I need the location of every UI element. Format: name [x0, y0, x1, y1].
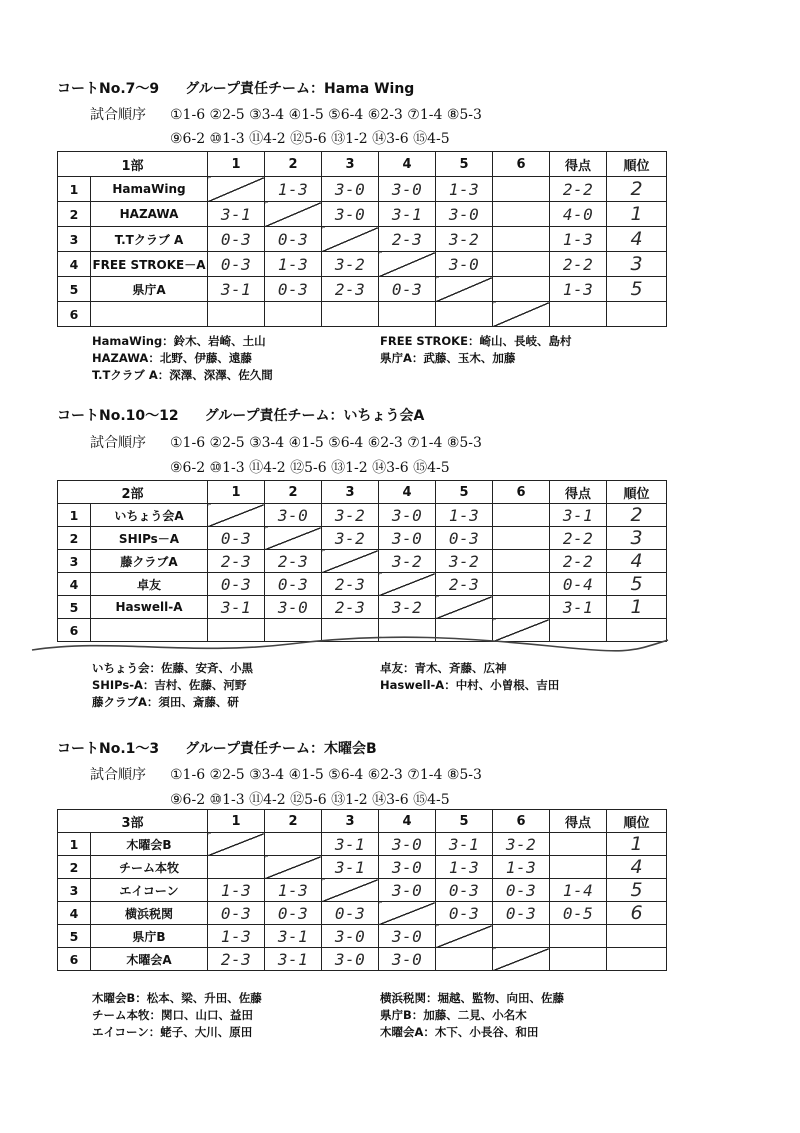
match-score: 0-3 [265, 573, 322, 596]
match-score: 3-0 [265, 596, 322, 619]
match-score: 2-3 [379, 227, 436, 252]
match-score [493, 202, 550, 227]
points-cell: 3-1 [550, 504, 607, 527]
column-header: 4 [379, 152, 436, 177]
team-number: 6 [58, 302, 91, 327]
rank-cell: 4 [607, 856, 667, 879]
order-label: 試合順序 [90, 767, 146, 783]
match-score: 3-2 [379, 596, 436, 619]
match-score: 3-2 [436, 227, 493, 252]
column-header: 3 [322, 152, 379, 177]
match-score: 2-3 [322, 277, 379, 302]
strike-line [30, 630, 670, 658]
member-line: いちょう会：佐藤、安斉、小黒 [92, 661, 253, 675]
column-header: 4 [379, 810, 436, 833]
match-score: 3-1 [322, 856, 379, 879]
member-line: 木曜会A：木下、小長谷、和田 [380, 1025, 539, 1039]
team-number: 5 [58, 596, 91, 619]
match-score: 3-0 [379, 527, 436, 550]
member-line: T.Tクラブ A：深澤、深澤、佐久間 [92, 368, 273, 382]
points-cell: 2-2 [550, 527, 607, 550]
members-left [92, 660, 253, 711]
team-row [58, 856, 667, 879]
rank-cell: 5 [607, 277, 667, 302]
match-score: 2-3 [265, 550, 322, 573]
member-line: HamaWing：鈴木、岩崎、土山 [92, 334, 266, 348]
team-name: 藤クラブA [91, 550, 208, 573]
match-score [493, 277, 550, 302]
team-number: 3 [58, 879, 91, 902]
team-name: 木曜会B [91, 833, 208, 856]
match-score [322, 302, 379, 327]
diagonal-cell [322, 879, 379, 902]
match-score: 3-2 [322, 252, 379, 277]
team-name: エイコーン [91, 879, 208, 902]
member-line: 横浜税関：堀越、監物、向田、佐藤 [380, 991, 564, 1005]
match-score: 0-3 [322, 902, 379, 925]
diagonal-cell [208, 177, 265, 202]
points-cell: 1-4 [550, 879, 607, 902]
points-cell [550, 833, 607, 856]
points-cell [550, 925, 607, 948]
header-row [58, 810, 667, 833]
points-cell: 0-4 [550, 573, 607, 596]
match-score: 0-3 [265, 277, 322, 302]
column-header: 1 [208, 481, 265, 504]
team-number: 6 [58, 619, 91, 642]
team-number: 2 [58, 856, 91, 879]
match-score: 1-3 [493, 856, 550, 879]
points-cell: 1-3 [550, 227, 607, 252]
column-header: 6 [493, 481, 550, 504]
team-number: 1 [58, 833, 91, 856]
court-label: コートNo.10～12 [57, 408, 179, 424]
diagonal-cell [493, 948, 550, 971]
diagonal-cell [379, 902, 436, 925]
match-score: 0-3 [208, 227, 265, 252]
team-row [58, 596, 667, 619]
team-row [58, 504, 667, 527]
team-number: 5 [58, 277, 91, 302]
match-score: 3-0 [322, 177, 379, 202]
match-score: 0-3 [436, 879, 493, 902]
match-score: 1-3 [265, 252, 322, 277]
rank-header: 順位 [607, 152, 667, 177]
team-number: 6 [58, 948, 91, 971]
match-score: 0-3 [436, 902, 493, 925]
team-row [58, 202, 667, 227]
team-number: 2 [58, 202, 91, 227]
points-header: 得点 [550, 810, 607, 833]
member-line: SHIPs-A：吉村、佐藤、河野 [92, 678, 247, 692]
team-name: SHIPs－A [91, 527, 208, 550]
match-order-line-1 [90, 432, 482, 452]
division-header: 2部 [58, 481, 208, 504]
team-row [58, 227, 667, 252]
member-line: HAZAWA：北野、伊藤、遠藤 [92, 351, 252, 365]
members-right [380, 990, 564, 1041]
column-header: 5 [436, 810, 493, 833]
match-score: 2-3 [322, 573, 379, 596]
match-score: 3-1 [265, 948, 322, 971]
member-line: 卓友：青木、斉藤、広神 [380, 661, 507, 675]
team-number: 4 [58, 573, 91, 596]
match-score: 3-0 [322, 948, 379, 971]
points-cell [550, 302, 607, 327]
member-line: FREE STROKE：崎山、長岐、島村 [380, 334, 572, 348]
rank-cell: 5 [607, 573, 667, 596]
column-header: 5 [436, 481, 493, 504]
order-sequence-2: ⑨6-2 ⑩1-3 ⑪4-2 ⑫5-6 ⑬1-2 ⑭3-6 ⑮4-5 [170, 131, 450, 147]
points-header: 得点 [550, 152, 607, 177]
column-header: 6 [493, 152, 550, 177]
team-name: HAZAWA [91, 202, 208, 227]
points-header: 得点 [550, 481, 607, 504]
points-cell: 3-1 [550, 596, 607, 619]
member-line: チーム本牧：関口、山口、益田 [92, 1008, 253, 1022]
team-number: 4 [58, 902, 91, 925]
order-label: 試合順序 [90, 107, 146, 123]
team-row [58, 573, 667, 596]
diagonal-cell [265, 527, 322, 550]
match-score: 3-0 [436, 202, 493, 227]
column-header: 3 [322, 481, 379, 504]
match-score [493, 596, 550, 619]
team-row [58, 902, 667, 925]
points-cell: 1-3 [550, 277, 607, 302]
members-left [92, 990, 262, 1041]
member-line: 藤クラブA：須田、斎藤、研 [92, 695, 239, 709]
diagonal-cell [379, 573, 436, 596]
match-order-line-2 [170, 457, 450, 477]
court-heading [57, 78, 414, 98]
column-header: 5 [436, 152, 493, 177]
match-score [436, 948, 493, 971]
group-lead-label: グループ責任チーム：Hama Wing [185, 81, 415, 97]
order-sequence-1: ①1-6 ②2-5 ③3-4 ④1-5 ⑤6-4 ⑥2-3 ⑦1-4 ⑧5-3 [170, 767, 482, 783]
match-score: 3-0 [322, 202, 379, 227]
team-name: 木曜会A [91, 948, 208, 971]
team-row [58, 948, 667, 971]
rank-cell: 3 [607, 252, 667, 277]
team-name: 横浜税関 [91, 902, 208, 925]
rank-cell [607, 925, 667, 948]
division-header: 3部 [58, 810, 208, 833]
team-number: 1 [58, 504, 91, 527]
points-cell: 0-5 [550, 902, 607, 925]
diagonal-cell [208, 504, 265, 527]
match-score [208, 302, 265, 327]
diagonal-cell [322, 550, 379, 573]
match-score: 3-1 [322, 833, 379, 856]
points-cell: 2-2 [550, 177, 607, 202]
diagonal-cell [265, 856, 322, 879]
match-score: 0-3 [493, 902, 550, 925]
match-score [208, 856, 265, 879]
match-score: 1-3 [265, 879, 322, 902]
match-score: 0-3 [493, 879, 550, 902]
match-score: 0-3 [379, 277, 436, 302]
match-score: 3-0 [379, 833, 436, 856]
points-cell: 4-0 [550, 202, 607, 227]
match-score: 2-3 [322, 596, 379, 619]
match-score: 1-3 [436, 177, 493, 202]
match-score: 2-3 [208, 550, 265, 573]
team-name: 県庁B [91, 925, 208, 948]
match-score [493, 925, 550, 948]
rank-cell: 3 [607, 527, 667, 550]
column-header: 4 [379, 481, 436, 504]
member-line: Haswell-A：中村、小曽根、吉田 [380, 678, 560, 692]
match-score: 3-2 [322, 527, 379, 550]
league-table-div3 [57, 809, 667, 971]
match-score: 3-0 [379, 879, 436, 902]
rank-cell: 1 [607, 202, 667, 227]
match-score: 3-1 [265, 925, 322, 948]
match-score: 3-1 [208, 596, 265, 619]
league-table-div2 [57, 480, 667, 642]
division-header: 1部 [58, 152, 208, 177]
column-header: 2 [265, 810, 322, 833]
match-score [493, 550, 550, 573]
rank-cell: 5 [607, 879, 667, 902]
match-score: 0-3 [208, 527, 265, 550]
match-order-line-2 [170, 789, 450, 809]
rank-header: 順位 [607, 481, 667, 504]
court-label: コートNo.7～9 [57, 81, 160, 97]
team-number: 4 [58, 252, 91, 277]
court-heading [57, 405, 424, 425]
match-score: 3-0 [265, 504, 322, 527]
column-header: 2 [265, 481, 322, 504]
match-score: 1-3 [436, 504, 493, 527]
team-row [58, 527, 667, 550]
match-score: 3-0 [379, 856, 436, 879]
team-row [58, 177, 667, 202]
match-score: 3-1 [379, 202, 436, 227]
match-score: 3-0 [436, 252, 493, 277]
rank-cell: 1 [607, 596, 667, 619]
diagonal-cell [436, 596, 493, 619]
diagonal-cell [493, 302, 550, 327]
match-score [493, 177, 550, 202]
match-score: 0-3 [208, 252, 265, 277]
match-score: 3-1 [208, 277, 265, 302]
match-score [493, 527, 550, 550]
match-score: 3-0 [379, 177, 436, 202]
match-score: 1-3 [436, 856, 493, 879]
diagonal-cell [436, 277, 493, 302]
match-score: 3-0 [379, 948, 436, 971]
team-name: FREE STROKE－A [91, 252, 208, 277]
members-left [92, 333, 273, 384]
rank-header: 順位 [607, 810, 667, 833]
match-score [265, 833, 322, 856]
match-score: 3-0 [322, 925, 379, 948]
rank-cell: 2 [607, 504, 667, 527]
order-sequence-1: ①1-6 ②2-5 ③3-4 ④1-5 ⑤6-4 ⑥2-3 ⑦1-4 ⑧5-3 [170, 435, 482, 451]
rank-cell: 2 [607, 177, 667, 202]
match-score: 3-2 [322, 504, 379, 527]
diagonal-cell [208, 833, 265, 856]
team-number: 2 [58, 527, 91, 550]
court-label: コートNo.1～3 [57, 741, 160, 757]
court-heading [57, 738, 377, 758]
match-score: 1-3 [208, 879, 265, 902]
members-right [380, 660, 559, 694]
team-row [58, 277, 667, 302]
column-header: 1 [208, 810, 265, 833]
match-score: 0-3 [265, 902, 322, 925]
diagonal-cell [265, 202, 322, 227]
member-line: 県庁B：加藤、二見、小名木 [380, 1008, 527, 1022]
team-row [58, 302, 667, 327]
order-label: 試合順序 [90, 435, 146, 451]
match-score: 3-2 [379, 550, 436, 573]
points-cell: 2-2 [550, 252, 607, 277]
team-name: 卓友 [91, 573, 208, 596]
team-number: 1 [58, 177, 91, 202]
diagonal-cell [379, 252, 436, 277]
match-score [493, 252, 550, 277]
team-name: 県庁A [91, 277, 208, 302]
league-table-div1 [57, 151, 667, 327]
rank-cell: 4 [607, 227, 667, 252]
team-name: HamaWing [91, 177, 208, 202]
match-score [436, 302, 493, 327]
strike-line-path [32, 637, 668, 651]
match-score [493, 573, 550, 596]
match-score: 1-3 [208, 925, 265, 948]
match-score [493, 227, 550, 252]
team-number: 3 [58, 227, 91, 252]
rank-cell: 4 [607, 550, 667, 573]
match-score: 0-3 [265, 227, 322, 252]
team-name [91, 302, 208, 327]
match-score: 1-3 [265, 177, 322, 202]
header-row [58, 152, 667, 177]
match-score: 3-2 [493, 833, 550, 856]
match-score: 3-2 [436, 550, 493, 573]
team-name: チーム本牧 [91, 856, 208, 879]
match-score: 0-3 [436, 527, 493, 550]
team-row [58, 550, 667, 573]
rank-cell: 1 [607, 833, 667, 856]
members-right [380, 333, 571, 367]
rank-cell: 6 [607, 902, 667, 925]
team-name: Haswell-A [91, 596, 208, 619]
team-name: T.Tクラブ A [91, 227, 208, 252]
member-line: エイコーン：蛯子、大川、原田 [92, 1025, 253, 1039]
order-sequence-1: ①1-6 ②2-5 ③3-4 ④1-5 ⑤6-4 ⑥2-3 ⑦1-4 ⑧5-3 [170, 107, 482, 123]
column-header: 3 [322, 810, 379, 833]
group-lead-label: グループ責任チーム：いちょう会A [204, 408, 425, 424]
match-order-line-1 [90, 764, 482, 784]
team-name: いちょう会A [91, 504, 208, 527]
rank-cell [607, 302, 667, 327]
team-row [58, 879, 667, 902]
match-score [493, 504, 550, 527]
match-order-line-2 [170, 128, 450, 148]
order-sequence-2: ⑨6-2 ⑩1-3 ⑪4-2 ⑫5-6 ⑬1-2 ⑭3-6 ⑮4-5 [170, 460, 450, 476]
team-row [58, 833, 667, 856]
team-row [58, 925, 667, 948]
match-score: 3-1 [208, 202, 265, 227]
points-cell [550, 948, 607, 971]
points-cell: 2-2 [550, 550, 607, 573]
group-lead-label: グループ責任チーム：木曜会B [185, 741, 377, 757]
column-header: 2 [265, 152, 322, 177]
match-score: 3-0 [379, 925, 436, 948]
match-score: 0-3 [208, 573, 265, 596]
column-header: 6 [493, 810, 550, 833]
order-sequence-2: ⑨6-2 ⑩1-3 ⑪4-2 ⑫5-6 ⑬1-2 ⑭3-6 ⑮4-5 [170, 792, 450, 808]
member-line: 木曜会B：松本、梁、升田、佐藤 [92, 991, 262, 1005]
column-header: 1 [208, 152, 265, 177]
diagonal-cell [322, 227, 379, 252]
points-cell [550, 856, 607, 879]
rank-cell [607, 948, 667, 971]
team-number: 3 [58, 550, 91, 573]
header-row [58, 481, 667, 504]
diagonal-cell [436, 925, 493, 948]
match-score [379, 302, 436, 327]
team-row [58, 252, 667, 277]
match-score: 2-3 [208, 948, 265, 971]
match-score [265, 302, 322, 327]
match-order-line-1 [90, 104, 482, 124]
match-score: 3-1 [436, 833, 493, 856]
match-score: 3-0 [379, 504, 436, 527]
member-line: 県庁A：武藤、玉木、加藤 [380, 351, 516, 365]
team-number: 5 [58, 925, 91, 948]
match-score: 0-3 [208, 902, 265, 925]
match-score: 2-3 [436, 573, 493, 596]
